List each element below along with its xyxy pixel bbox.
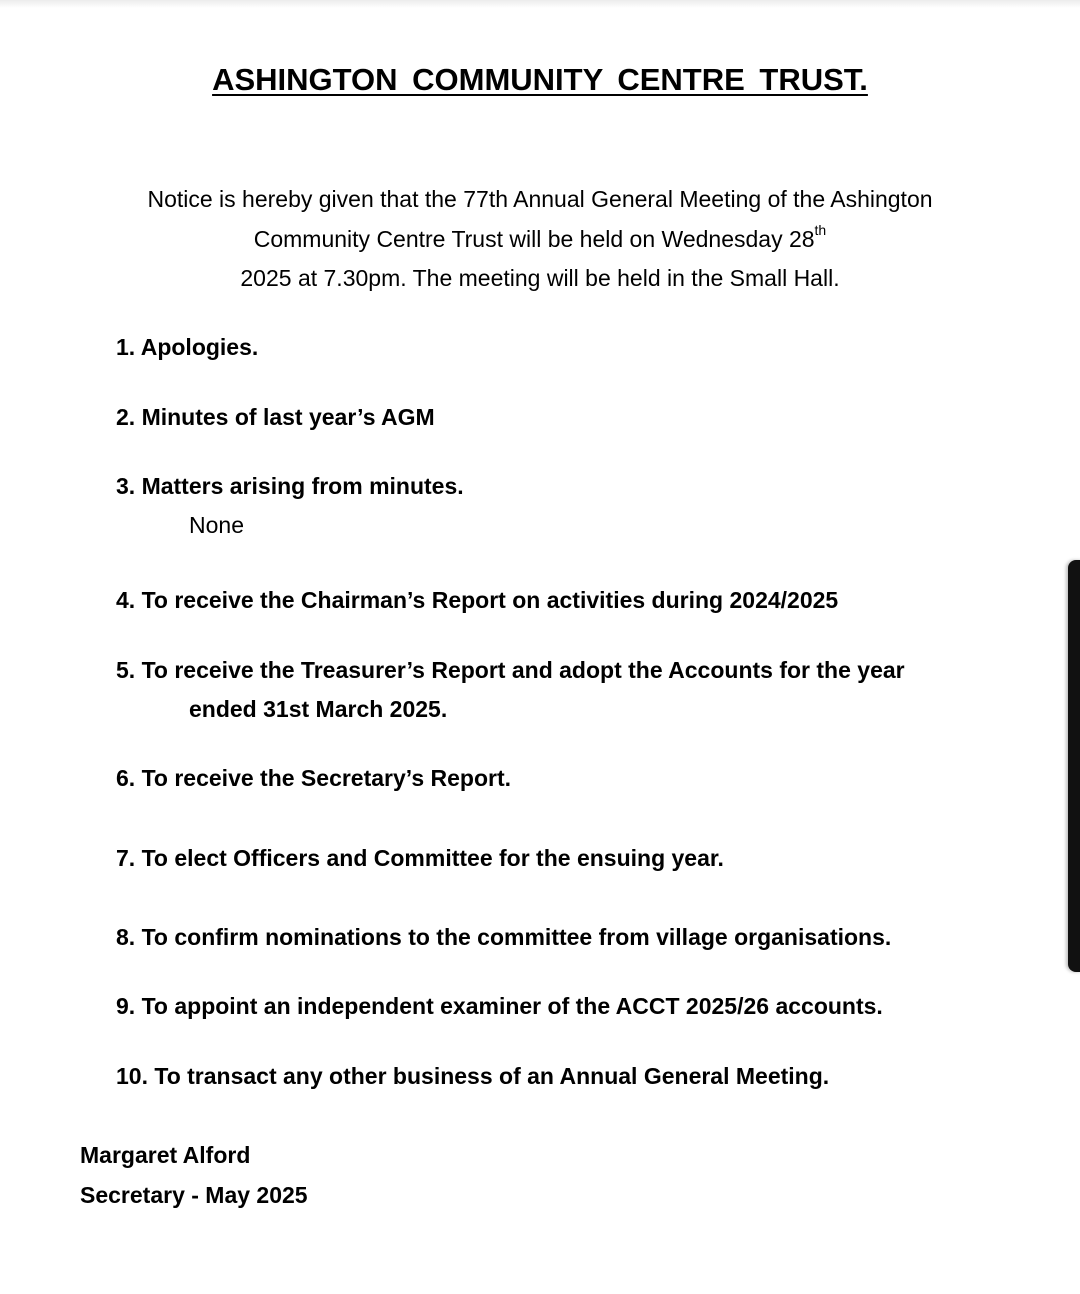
agenda-item [116, 918, 1016, 957]
agenda-item [116, 581, 1016, 620]
signature-block [80, 1135, 308, 1215]
agenda-item-text: 4. To receive the Chairman’s Report on activities during 2024/2025 [116, 587, 839, 613]
notice-line-3: 2025 at 7.30pm. The meeting will be held in the Small Hall. [240, 265, 840, 291]
agenda-item-continuation: ended 31st March 2025. [189, 696, 448, 722]
agenda-item [116, 651, 1016, 729]
agenda-item-text: 6. To receive the Secretary’s Report. [116, 765, 512, 791]
agenda-item [116, 1057, 1016, 1096]
side-scroll-handle[interactable] [1068, 560, 1080, 972]
agenda-item-text: 9. To appoint an independent examiner of the ACCT 2025/26 accounts. [116, 993, 883, 1019]
agenda-item-text: 7. To elect Officers and Committee for the ensuing year. [116, 845, 724, 871]
agenda-item [116, 839, 1016, 878]
agenda-item-text: 5. To receive the Treasurer’s Report and adopt the Accounts for the year [116, 657, 905, 683]
agenda-item [116, 398, 1016, 437]
agenda-item [116, 759, 1016, 798]
agenda-item [116, 328, 1016, 367]
document-title: ASHINGTON COMMUNITY CENTRE TRUST. [212, 62, 868, 97]
agenda-item-text: 10. To transact any other business of an Annual General Meeting. [116, 1063, 830, 1089]
notice-line-2: Community Centre Trust will be held on Wednesday 28 [253, 225, 815, 252]
signatory-name: Margaret Alford [80, 1142, 251, 1168]
meeting-notice [80, 180, 1000, 299]
agenda-item [116, 987, 1016, 1026]
top-edge-shadow [0, 0, 1080, 8]
agenda-item-text: 2. Minutes of last year’s AGM [116, 404, 435, 430]
agenda-item-note: None [189, 512, 244, 538]
agenda-item [116, 467, 1016, 545]
agenda-item-text: 1. Apologies. [116, 334, 259, 360]
agenda-item-text: 8. To confirm nominations to the committee from village organisations. [116, 924, 892, 950]
notice-line-1: Notice is hereby given that the 77th Annual General Meeting of the Ashington [147, 186, 933, 212]
agenda-item-text: 3. Matters arising from minutes. [116, 473, 464, 499]
signatory-role: Secretary - May 2025 [80, 1182, 308, 1208]
notice-date-suffix: th [814, 221, 827, 238]
